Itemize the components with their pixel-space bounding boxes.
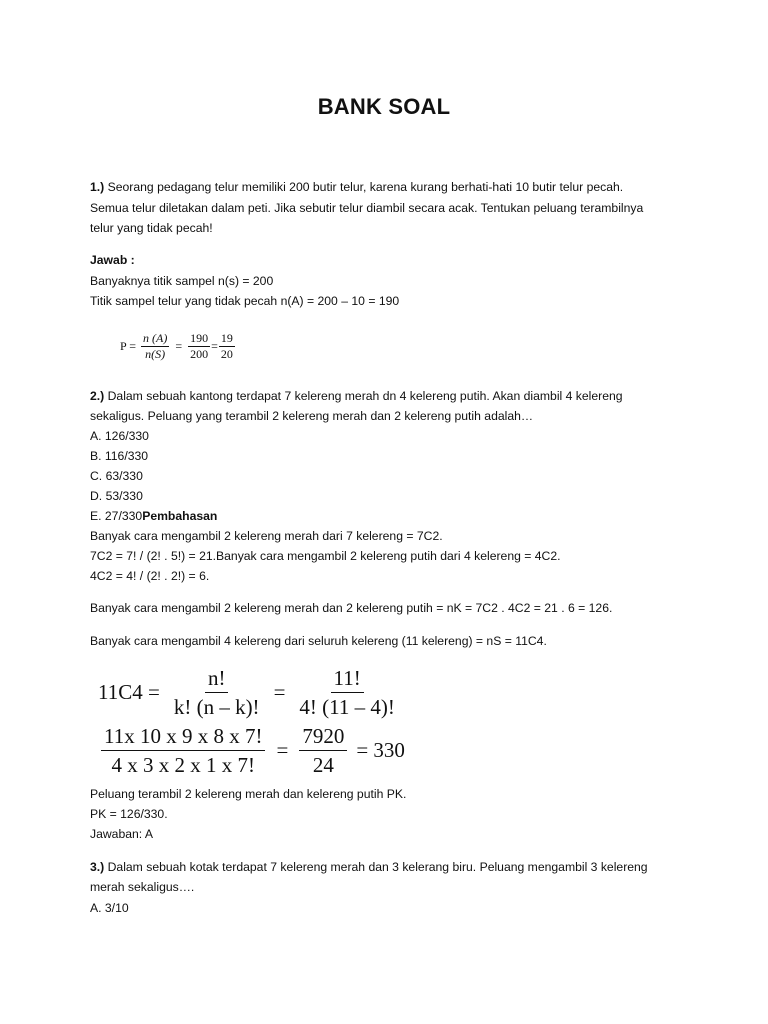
q2-explanation-7: PK = 126/330. (90, 807, 168, 821)
q3-line-2: merah sekaligus…. (90, 880, 195, 894)
q2-option-e: E. 27/330 (90, 509, 143, 523)
q2-formula1-frac2-den: 4! (11 – 4)! (299, 695, 395, 719)
q1-formula-eq: = (175, 339, 183, 353)
q1-answer-line-2: Titik sampel telur yang tidak pecah n(A) = 200 – 10 = 190 (90, 294, 400, 308)
q2-formula1-frac2 (296, 666, 397, 719)
q1-text-1: Seorang pedagang telur memiliki 200 butir telur, karena kurang berhati-hati 10 butir telur pecah. (104, 180, 624, 194)
q2-formula2-frac2 (299, 724, 347, 777)
q1-fraction2-num: 190 (190, 331, 209, 345)
q2-explanation-4: Banyak cara mengambil 2 kelereng merah dan 2 kelereng putih = nK = 7C2 . 4C2 = 21 . 6 = 126. (90, 601, 613, 615)
q2-explanation-1: Banyak cara mengambil 2 kelereng merah dari 7 kelereng = 7C2. (90, 529, 443, 543)
q2-option-e-line (90, 508, 217, 524)
q2-explanation-5: Banyak cara mengambil 4 kelereng dari seluruh kelereng (11 kelereng) = nS = 11C4. (90, 634, 547, 648)
q2-option-c: C. 63/330 (90, 469, 143, 483)
q2-answer: Jawaban: A (90, 827, 154, 841)
q2-option-b: B. 116/330 (90, 449, 149, 463)
q2-explanation-2: 7C2 = 7! / (2! . 5!) = 21.Banyak cara mengambil 2 kelereng putih dari 4 kelereng = 4C2. (90, 549, 561, 563)
q2-formula2-frac1-den: 4 x 3 x 2 x 1 x 7! (111, 753, 255, 777)
q3-line-1 (90, 859, 648, 875)
q2-option-d: D. 53/330 (90, 489, 143, 503)
q1-formula-lhs: P = (120, 339, 136, 353)
q1-line-1 (90, 179, 623, 195)
q1-fraction-190-200 (188, 332, 210, 361)
q2-formula2-frac2-den: 24 (312, 753, 334, 777)
q1-fraction2-den: 200 (190, 347, 209, 361)
q2-formula1-frac1-den: k! (n – k)! (173, 695, 260, 719)
q1-fraction-na-ns (141, 332, 169, 361)
q3-text-1: Dalam sebuah kotak terdapat 7 kelereng merah dan 3 kelerang biru. Peluang mengambil 3 kelereng (104, 860, 648, 874)
q1-fraction-num: n (A) (143, 331, 168, 345)
q2-explanation-3: 4C2 = 4! / (2! . 2!) = 6. (90, 569, 210, 583)
q2-option-a: A. 126/330 (90, 429, 149, 443)
q2-formula1-frac2-num: 11! (331, 666, 364, 693)
q2-formula2-frac1-num: 11x 10 x 9 x 8 x 7! (101, 724, 265, 751)
q1-number: 1.) (90, 180, 105, 194)
q1-line-3: telur yang tidak pecah! (90, 221, 213, 235)
q2-line-2: sekaligus. Peluang yang terambil 2 kelereng merah dan 2 kelereng putih adalah… (90, 409, 534, 423)
q1-probability-formula (120, 332, 238, 361)
page-title: BANK SOAL (317, 94, 451, 119)
q2-formula2-eq: = (276, 738, 289, 762)
q1-line-2: Semua telur diletakan dalam peti. Jika sebutir telur diambil secara acak. Tentukan peluang terambilnya (90, 201, 644, 215)
q2-formula1-eq: = (273, 680, 286, 704)
q2-formula1-lhs: 11C4 = (98, 680, 160, 704)
q1-fraction-den: n(S) (145, 347, 166, 361)
q2-number: 2.) (90, 389, 105, 403)
q2-formula2-rhs: = 330 (356, 738, 405, 762)
q2-formula2-frac2-num: 7920 (299, 724, 347, 751)
q2-formula1-frac1-num: n! (205, 666, 229, 693)
q1-answer-line-1: Banyaknya titik sampel n(s) = 200 (90, 274, 274, 288)
q2-combination-formula-1 (98, 666, 401, 719)
q3-number: 3.) (90, 860, 105, 874)
q3-option-a: A. 3/10 (90, 901, 129, 915)
q2-pembahasan: Pembahasan (142, 509, 218, 523)
q1-answer-label: Jawab : (90, 253, 135, 267)
q2-combination-formula-2 (98, 724, 405, 777)
q2-formula2-frac1 (101, 724, 265, 777)
q2-formula1-frac1 (171, 666, 263, 719)
q1-fraction3-den: 20 (220, 347, 233, 361)
q2-explanation-6: Peluang terambil 2 kelereng merah dan kelereng putih PK. (90, 787, 407, 801)
q1-formula-eq2: = (211, 339, 218, 353)
q1-fraction-19-20 (219, 332, 235, 361)
q2-text-1: Dalam sebuah kantong terdapat 7 kelereng merah dn 4 kelereng putih. Akan diambil 4 kelereng (104, 389, 623, 403)
q1-fraction3-num: 19 (220, 331, 233, 345)
q2-line-1 (90, 388, 623, 404)
